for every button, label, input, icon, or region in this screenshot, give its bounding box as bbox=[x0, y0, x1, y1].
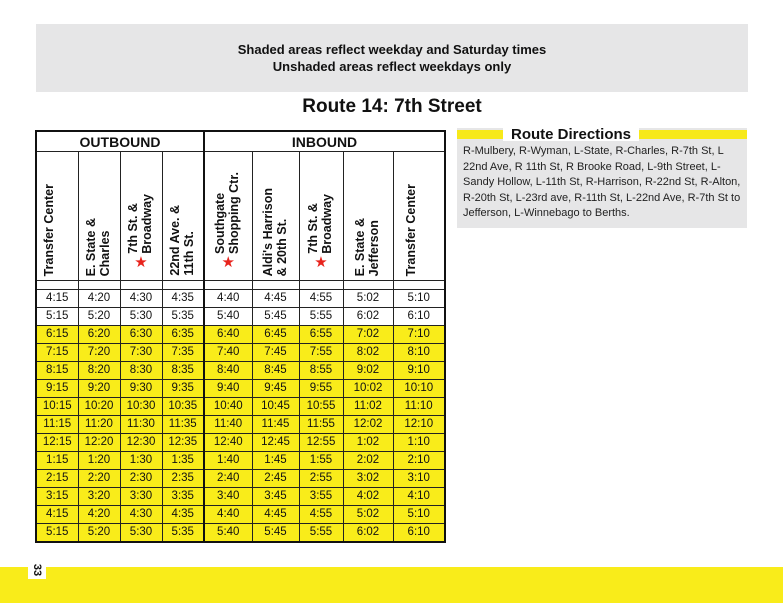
stop-name-line: E. State & bbox=[84, 217, 98, 276]
stop-header bbox=[120, 152, 162, 281]
table-row bbox=[36, 434, 445, 452]
timepoint-star-icon: ★ bbox=[314, 254, 328, 271]
spacer-cell bbox=[204, 281, 252, 290]
stop-header bbox=[252, 152, 299, 281]
route-directions-text: R-Mulbery, R-Wyman, L-State, R-Charles, R-7th St, L 22nd Ave, R 11th St, R Brooke Road, L-9th Street, L-Sandy Hollow, L-11th St, R-Harrison, R-22nd St, R-Alton, R-20th St, L-23rd ave, R-11th St, L-22nd Ave, R-7th St to Jefferson, L-Winnebago to Berths. bbox=[463, 145, 741, 219]
time-cell: 5:15 bbox=[36, 308, 78, 326]
route-directions-panel bbox=[457, 128, 747, 228]
time-cell: 7:35 bbox=[162, 344, 204, 362]
spacer-cell bbox=[343, 281, 393, 290]
time-cell: 12:45 bbox=[252, 434, 299, 452]
table-row bbox=[36, 470, 445, 488]
spacer-cell bbox=[252, 281, 299, 290]
time-cell: 5:30 bbox=[120, 308, 162, 326]
time-cell: 12:15 bbox=[36, 434, 78, 452]
schedule-table bbox=[35, 130, 446, 543]
stop-name-line: 22nd Ave. & bbox=[167, 205, 182, 276]
time-cell: 6:30 bbox=[120, 326, 162, 344]
stop-header bbox=[393, 152, 445, 281]
time-cell: 8:40 bbox=[204, 362, 252, 380]
stop-header bbox=[36, 152, 78, 281]
time-cell: 5:35 bbox=[162, 524, 204, 543]
time-cell: 1:10 bbox=[393, 434, 445, 452]
time-cell: 9:55 bbox=[299, 380, 343, 398]
time-cell: 4:10 bbox=[393, 488, 445, 506]
time-cell: 5:02 bbox=[343, 290, 393, 308]
time-cell: 11:35 bbox=[162, 416, 204, 434]
time-cell: 7:20 bbox=[78, 344, 120, 362]
time-cell: 4:02 bbox=[343, 488, 393, 506]
stop-name-line: Broadway bbox=[140, 194, 154, 254]
time-cell: 4:40 bbox=[204, 506, 252, 524]
notice-line-2: Unshaded areas reflect weekdays only bbox=[272, 59, 512, 74]
time-cell: 5:15 bbox=[36, 524, 78, 543]
stop-name-line: 11th St. bbox=[181, 231, 196, 276]
time-cell: 5:30 bbox=[120, 524, 162, 543]
page-number bbox=[28, 561, 46, 579]
stop-name-line: & 20th St. bbox=[274, 218, 289, 276]
time-cell: 11:40 bbox=[204, 416, 252, 434]
time-cell: 2:02 bbox=[343, 452, 393, 470]
time-cell: 5:10 bbox=[393, 290, 445, 308]
stop-name-line: Jefferson bbox=[367, 219, 381, 276]
table-row bbox=[36, 380, 445, 398]
time-cell: 3:45 bbox=[252, 488, 299, 506]
time-cell: 9:30 bbox=[120, 380, 162, 398]
stop-name-line: 7th St. & bbox=[126, 203, 140, 254]
time-cell: 10:20 bbox=[78, 398, 120, 416]
time-cell: 1:45 bbox=[252, 452, 299, 470]
table-row bbox=[36, 362, 445, 380]
time-cell: 11:45 bbox=[252, 416, 299, 434]
spacer-cell bbox=[120, 281, 162, 290]
stop-name bbox=[404, 184, 434, 276]
stop-name-line: E. State & bbox=[353, 217, 367, 276]
time-cell: 11:20 bbox=[78, 416, 120, 434]
time-cell: 2:10 bbox=[393, 452, 445, 470]
time-cell: 10:35 bbox=[162, 398, 204, 416]
time-cell: 1:35 bbox=[162, 452, 204, 470]
notice-line-1: Shaded areas reflect weekday and Saturday times bbox=[237, 42, 547, 57]
time-cell: 4:30 bbox=[120, 506, 162, 524]
time-cell: 11:55 bbox=[299, 416, 343, 434]
stop-name-line: Charles bbox=[98, 230, 112, 276]
stop-name-line: Broadway bbox=[320, 194, 334, 254]
table-row bbox=[36, 290, 445, 308]
time-cell: 4:40 bbox=[204, 290, 252, 308]
time-cell: 9:02 bbox=[343, 362, 393, 380]
time-cell: 6:20 bbox=[78, 326, 120, 344]
time-cell: 5:20 bbox=[78, 308, 120, 326]
title-accent-left bbox=[457, 130, 503, 139]
time-cell: 8:35 bbox=[162, 362, 204, 380]
table-row bbox=[36, 326, 445, 344]
time-cell: 10:15 bbox=[36, 398, 78, 416]
time-cell: 1:02 bbox=[343, 434, 393, 452]
stop-name bbox=[126, 194, 156, 254]
time-cell: 5:20 bbox=[78, 524, 120, 543]
inbound-header: INBOUND bbox=[204, 131, 445, 152]
time-cell: 3:15 bbox=[36, 488, 78, 506]
time-cell: 5:10 bbox=[393, 506, 445, 524]
table-row bbox=[36, 506, 445, 524]
spacer-cell bbox=[162, 281, 204, 290]
spacer-cell bbox=[299, 281, 343, 290]
time-cell: 8:20 bbox=[78, 362, 120, 380]
stop-header bbox=[343, 152, 393, 281]
time-cell: 5:55 bbox=[299, 524, 343, 543]
table-row bbox=[36, 524, 445, 543]
time-cell: 4:15 bbox=[36, 290, 78, 308]
header-spacer bbox=[36, 281, 445, 290]
time-cell: 5:02 bbox=[343, 506, 393, 524]
table-row bbox=[36, 488, 445, 506]
time-cell: 9:35 bbox=[162, 380, 204, 398]
time-cell: 6:10 bbox=[393, 308, 445, 326]
time-cell: 6:35 bbox=[162, 326, 204, 344]
time-cell: 8:15 bbox=[36, 362, 78, 380]
time-cell: 12:10 bbox=[393, 416, 445, 434]
page-number-label: 33 bbox=[31, 563, 43, 577]
time-cell: 6:02 bbox=[343, 308, 393, 326]
time-cell: 9:20 bbox=[78, 380, 120, 398]
time-cell: 12:35 bbox=[162, 434, 204, 452]
time-cell: 4:35 bbox=[162, 290, 204, 308]
time-cell: 11:10 bbox=[393, 398, 445, 416]
time-cell: 5:45 bbox=[252, 524, 299, 543]
time-cell: 3:10 bbox=[393, 470, 445, 488]
stop-header bbox=[204, 152, 252, 281]
time-cell: 4:35 bbox=[162, 506, 204, 524]
time-cell: 10:45 bbox=[252, 398, 299, 416]
table-row bbox=[36, 416, 445, 434]
stop-name-line: Shopping Ctr. bbox=[227, 172, 242, 254]
time-cell: 3:20 bbox=[78, 488, 120, 506]
time-cell: 6:45 bbox=[252, 326, 299, 344]
time-cell: 2:20 bbox=[78, 470, 120, 488]
time-cell: 10:30 bbox=[120, 398, 162, 416]
time-cell: 4:30 bbox=[120, 290, 162, 308]
timepoint-star-icon: ★ bbox=[221, 254, 235, 271]
time-cell: 6:55 bbox=[299, 326, 343, 344]
time-cell: 8:02 bbox=[343, 344, 393, 362]
stop-name-line: Transfer Center bbox=[42, 183, 57, 276]
time-cell: 4:45 bbox=[252, 290, 299, 308]
route-title: Route 14: 7th Street bbox=[302, 96, 482, 117]
stop-name-line: Southgate bbox=[213, 192, 228, 254]
time-cell: 12:20 bbox=[78, 434, 120, 452]
time-cell: 11:15 bbox=[36, 416, 78, 434]
time-cell: 8:45 bbox=[252, 362, 299, 380]
time-cell: 12:40 bbox=[204, 434, 252, 452]
time-cell: 12:55 bbox=[299, 434, 343, 452]
time-cell: 8:55 bbox=[299, 362, 343, 380]
stop-name bbox=[306, 194, 336, 254]
title-accent-right bbox=[639, 130, 747, 139]
time-cell: 11:30 bbox=[120, 416, 162, 434]
time-cell: 4:55 bbox=[299, 506, 343, 524]
route-directions-title: Route Directions bbox=[503, 128, 639, 141]
time-cell: 5:40 bbox=[204, 524, 252, 543]
time-cell: 7:02 bbox=[343, 326, 393, 344]
time-cell: 12:30 bbox=[120, 434, 162, 452]
stop-name-line: 7th St. & bbox=[306, 203, 320, 254]
time-cell: 10:55 bbox=[299, 398, 343, 416]
spacer-cell bbox=[393, 281, 445, 290]
time-cell: 2:45 bbox=[252, 470, 299, 488]
time-cell: 10:02 bbox=[343, 380, 393, 398]
time-cell: 4:55 bbox=[299, 290, 343, 308]
stop-header bbox=[162, 152, 204, 281]
time-cell: 2:35 bbox=[162, 470, 204, 488]
time-cell: 10:10 bbox=[393, 380, 445, 398]
outbound-header: OUTBOUND bbox=[36, 131, 204, 152]
stop-header bbox=[299, 152, 343, 281]
time-cell: 11:02 bbox=[343, 398, 393, 416]
time-cell: 7:55 bbox=[299, 344, 343, 362]
time-cell: 6:02 bbox=[343, 524, 393, 543]
timepoint-star-icon: ★ bbox=[134, 254, 148, 271]
time-cell: 5:35 bbox=[162, 308, 204, 326]
stop-name-line: Aldi's Harrison bbox=[260, 187, 275, 276]
time-cell: 5:40 bbox=[204, 308, 252, 326]
time-cell: 1:55 bbox=[299, 452, 343, 470]
time-cell: 9:40 bbox=[204, 380, 252, 398]
footer-bar bbox=[0, 567, 783, 603]
spacer-cell bbox=[36, 281, 78, 290]
time-cell: 4:45 bbox=[252, 506, 299, 524]
table-row bbox=[36, 452, 445, 470]
time-cell: 10:40 bbox=[204, 398, 252, 416]
time-cell: 1:40 bbox=[204, 452, 252, 470]
stop-name bbox=[84, 218, 114, 276]
stop-header bbox=[78, 152, 120, 281]
time-cell: 4:20 bbox=[78, 506, 120, 524]
time-cell: 2:30 bbox=[120, 470, 162, 488]
table-row bbox=[36, 308, 445, 326]
time-cell: 2:40 bbox=[204, 470, 252, 488]
time-cell: 5:45 bbox=[252, 308, 299, 326]
stop-name bbox=[42, 184, 72, 276]
stop-name-line: Transfer Center bbox=[403, 183, 418, 276]
shading-notice bbox=[36, 24, 748, 92]
time-cell: 7:15 bbox=[36, 344, 78, 362]
stop-name bbox=[353, 218, 383, 276]
spacer-cell bbox=[78, 281, 120, 290]
time-cell: 7:45 bbox=[252, 344, 299, 362]
time-cell: 9:15 bbox=[36, 380, 78, 398]
table-row bbox=[36, 344, 445, 362]
time-cell: 2:15 bbox=[36, 470, 78, 488]
stop-name bbox=[168, 205, 198, 276]
time-cell: 5:55 bbox=[299, 308, 343, 326]
time-cell: 3:02 bbox=[343, 470, 393, 488]
time-cell: 6:15 bbox=[36, 326, 78, 344]
time-cell: 2:55 bbox=[299, 470, 343, 488]
time-cell: 8:30 bbox=[120, 362, 162, 380]
time-cell: 3:40 bbox=[204, 488, 252, 506]
time-cell: 1:30 bbox=[120, 452, 162, 470]
stop-name bbox=[213, 172, 243, 254]
table-row bbox=[36, 398, 445, 416]
time-cell: 12:02 bbox=[343, 416, 393, 434]
time-cell: 4:15 bbox=[36, 506, 78, 524]
time-cell: 1:15 bbox=[36, 452, 78, 470]
time-cell: 6:40 bbox=[204, 326, 252, 344]
time-cell: 3:55 bbox=[299, 488, 343, 506]
time-cell: 9:10 bbox=[393, 362, 445, 380]
time-cell: 7:30 bbox=[120, 344, 162, 362]
time-cell: 4:20 bbox=[78, 290, 120, 308]
time-cell: 9:45 bbox=[252, 380, 299, 398]
time-cell: 7:10 bbox=[393, 326, 445, 344]
time-cell: 3:30 bbox=[120, 488, 162, 506]
time-cell: 1:20 bbox=[78, 452, 120, 470]
time-cell: 8:10 bbox=[393, 344, 445, 362]
stop-name bbox=[261, 188, 291, 276]
time-cell: 7:40 bbox=[204, 344, 252, 362]
time-cell: 6:10 bbox=[393, 524, 445, 543]
time-cell: 3:35 bbox=[162, 488, 204, 506]
route-directions-title-bar bbox=[457, 128, 747, 141]
